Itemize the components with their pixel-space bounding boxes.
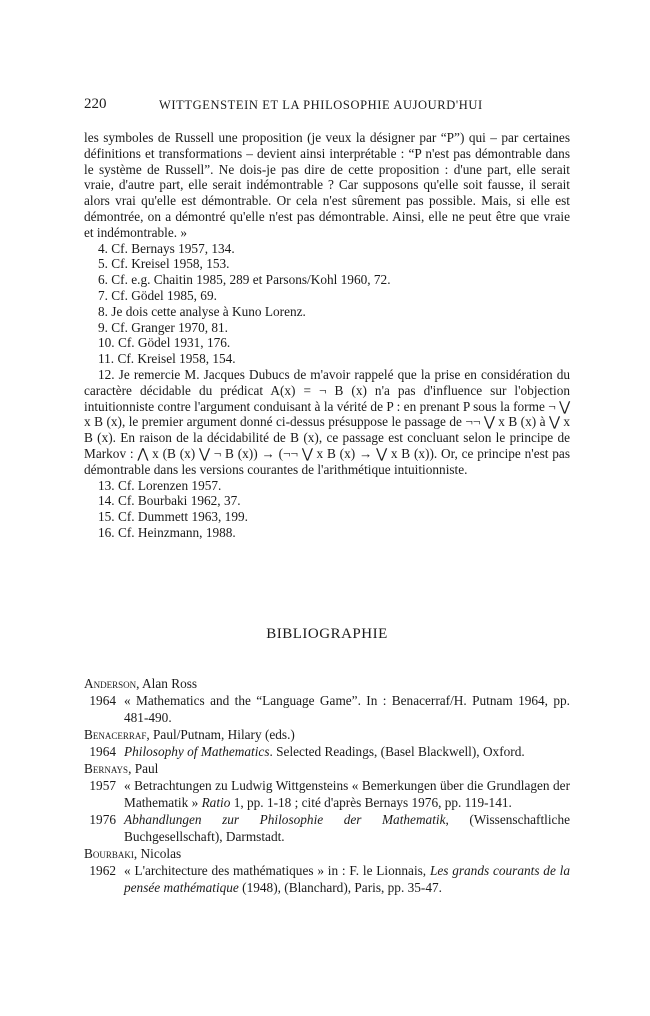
bibliography-entry	[84, 743, 570, 760]
quoted-paragraph: les symboles de Russell une proposition (je veux la désigner par “P”) qui – par certaines définitions et transformations – devient ainsi interprétable : “P n'est pas démontrable dans le système de Russell”. Ne dois-je pas dire de cette proposition : d'une part, elle serait vraie, d'autre part, elle serait indémontrable ? Car supposons qu'elle soit fausse, il serait alors vrai qu'elle est démontrable. Or cela n'est sûrement pas possible. Mais, si elle est démontrée, on a démontré qu'elle n'est pas démontrable. Ainsi, elle ne peut être que vraie et indémontrable. »	[84, 130, 570, 240]
footnote: 14. Cf. Bourbaki 1962, 37.	[98, 493, 241, 509]
author-surname: Anderson	[84, 675, 137, 691]
entry-text-pre: « Betrachtungen zu Ludwig Wittgensteins « Bemerkungen über die Grundlagen der Mathematik »	[124, 777, 570, 810]
entry-text	[124, 692, 570, 726]
footnote: 9. Cf. Granger 1970, 81.	[98, 319, 228, 335]
entry-year: 1964	[89, 692, 116, 708]
author-surname: Bourbaki	[84, 845, 134, 861]
entry-title: Ratio	[201, 794, 231, 810]
running-title: WITTGENSTEIN ET LA PHILOSOPHIE AUJOURD'HUI	[159, 98, 483, 112]
author-forename: , Nicolas	[133, 845, 182, 861]
bibliography-entry	[84, 862, 570, 896]
footnote: 4. Cf. Bernays 1957, 134.	[98, 240, 235, 256]
footnote: 8. Je dois cette analyse à Kuno Lorenz.	[98, 303, 306, 319]
bibliography-heading: BIBLIOGRAPHIE	[266, 625, 388, 642]
bibliography-author	[84, 675, 570, 692]
entry-title: Philosophy of Mathematics	[124, 743, 270, 759]
entry-text-post: , (Wissenschaftliche Buchgesellschaft), Darmstadt.	[124, 811, 570, 844]
author-surname: Benacerraf	[84, 726, 147, 742]
entry-year: 1957	[89, 777, 116, 793]
author-forename: , Paul/Putnam, Hilary (eds.)	[146, 726, 295, 742]
author-surname: Bernays	[84, 760, 129, 776]
entry-title: Les grands courants de la pensée mathématique	[124, 862, 570, 895]
entry-year: 1962	[89, 862, 116, 878]
entry-text	[124, 777, 570, 811]
author-forename: , Alan Ross	[136, 675, 198, 691]
footnote: 12. Je remercie M. Jacques Dubucs de m'avoir rappelé que la prise en considération du caractère décidable du prédicat A(x) = ¬ B (x) n'a pas d'influence sur l'objection intuitionniste contre l'argument conduisant à la vérité de P : en prenant P sous la forme ¬ ⋁ x B (x), le premier argument donné ci-dessus présuppose le passage de ¬¬ ⋁ x B (x) à ⋁ x B (x). En raison de la décidabilité de B (x), ce passage est concluant selon le principe de Markov : ⋀ x (B (x) ⋁ ¬ B (x)) → (¬¬ ⋁ x B (x) → ⋁ x B (x)). Or, ce principe n'est pas démontrable dans les versions courantes de l'arithmétique intuitionniste.	[84, 366, 570, 477]
footnote: 15. Cf. Dummett 1963, 199.	[98, 509, 248, 525]
bibliography-author	[84, 760, 570, 777]
entry-text-pre: « L'architecture des mathématiques » in : F. le Lionnais,	[124, 862, 430, 878]
footnote: 10. Cf. Gödel 1931, 176.	[98, 335, 231, 351]
bibliography-entry	[84, 777, 570, 811]
page	[84, 96, 570, 896]
footnote: 5. Cf. Kreisel 1958, 153.	[98, 256, 230, 272]
entry-year: 1964	[89, 743, 116, 759]
entry-text-post: (1948), (Blanchard), Paris, pp. 35-47.	[238, 879, 442, 895]
bibliography-entry	[84, 811, 570, 845]
footnote: 13. Cf. Lorenzen 1957.	[98, 477, 222, 493]
bibliography-entry	[84, 692, 570, 726]
footnote: 6. Cf. e.g. Chaitin 1985, 289 et Parsons/Kohl 1960, 72.	[98, 272, 391, 288]
entry-text-pre: « Mathematics and the “Language Game”. In : Benacerraf/H. Putnam 1964, pp. 481-490.	[124, 692, 570, 725]
page-number: 220	[84, 96, 107, 112]
running-header	[84, 96, 570, 122]
bibliography-author	[84, 845, 570, 862]
author-forename: , Paul	[128, 760, 159, 776]
entry-text-post: . Selected Readings, (Basel Blackwell), Oxford.	[269, 743, 525, 759]
notes-section	[84, 130, 570, 541]
footnote: 16. Cf. Heinzmann, 1988.	[98, 524, 236, 540]
footnote: 11. Cf. Kreisel 1958, 154.	[98, 351, 236, 367]
footnote: 7. Cf. Gödel 1985, 69.	[98, 287, 217, 303]
entry-text	[124, 811, 570, 845]
bibliography-list	[84, 675, 570, 896]
entry-text	[124, 743, 570, 760]
notes-list	[84, 241, 570, 541]
entry-title: Abhandlungen zur Philosophie der Mathematik	[124, 811, 446, 827]
bibliography-author	[84, 726, 570, 743]
entry-year: 1976	[89, 811, 116, 827]
entry-text-post: 1, pp. 1-18 ; cité d'après Bernays 1976, pp. 119-141.	[230, 794, 512, 810]
entry-text	[124, 862, 570, 896]
